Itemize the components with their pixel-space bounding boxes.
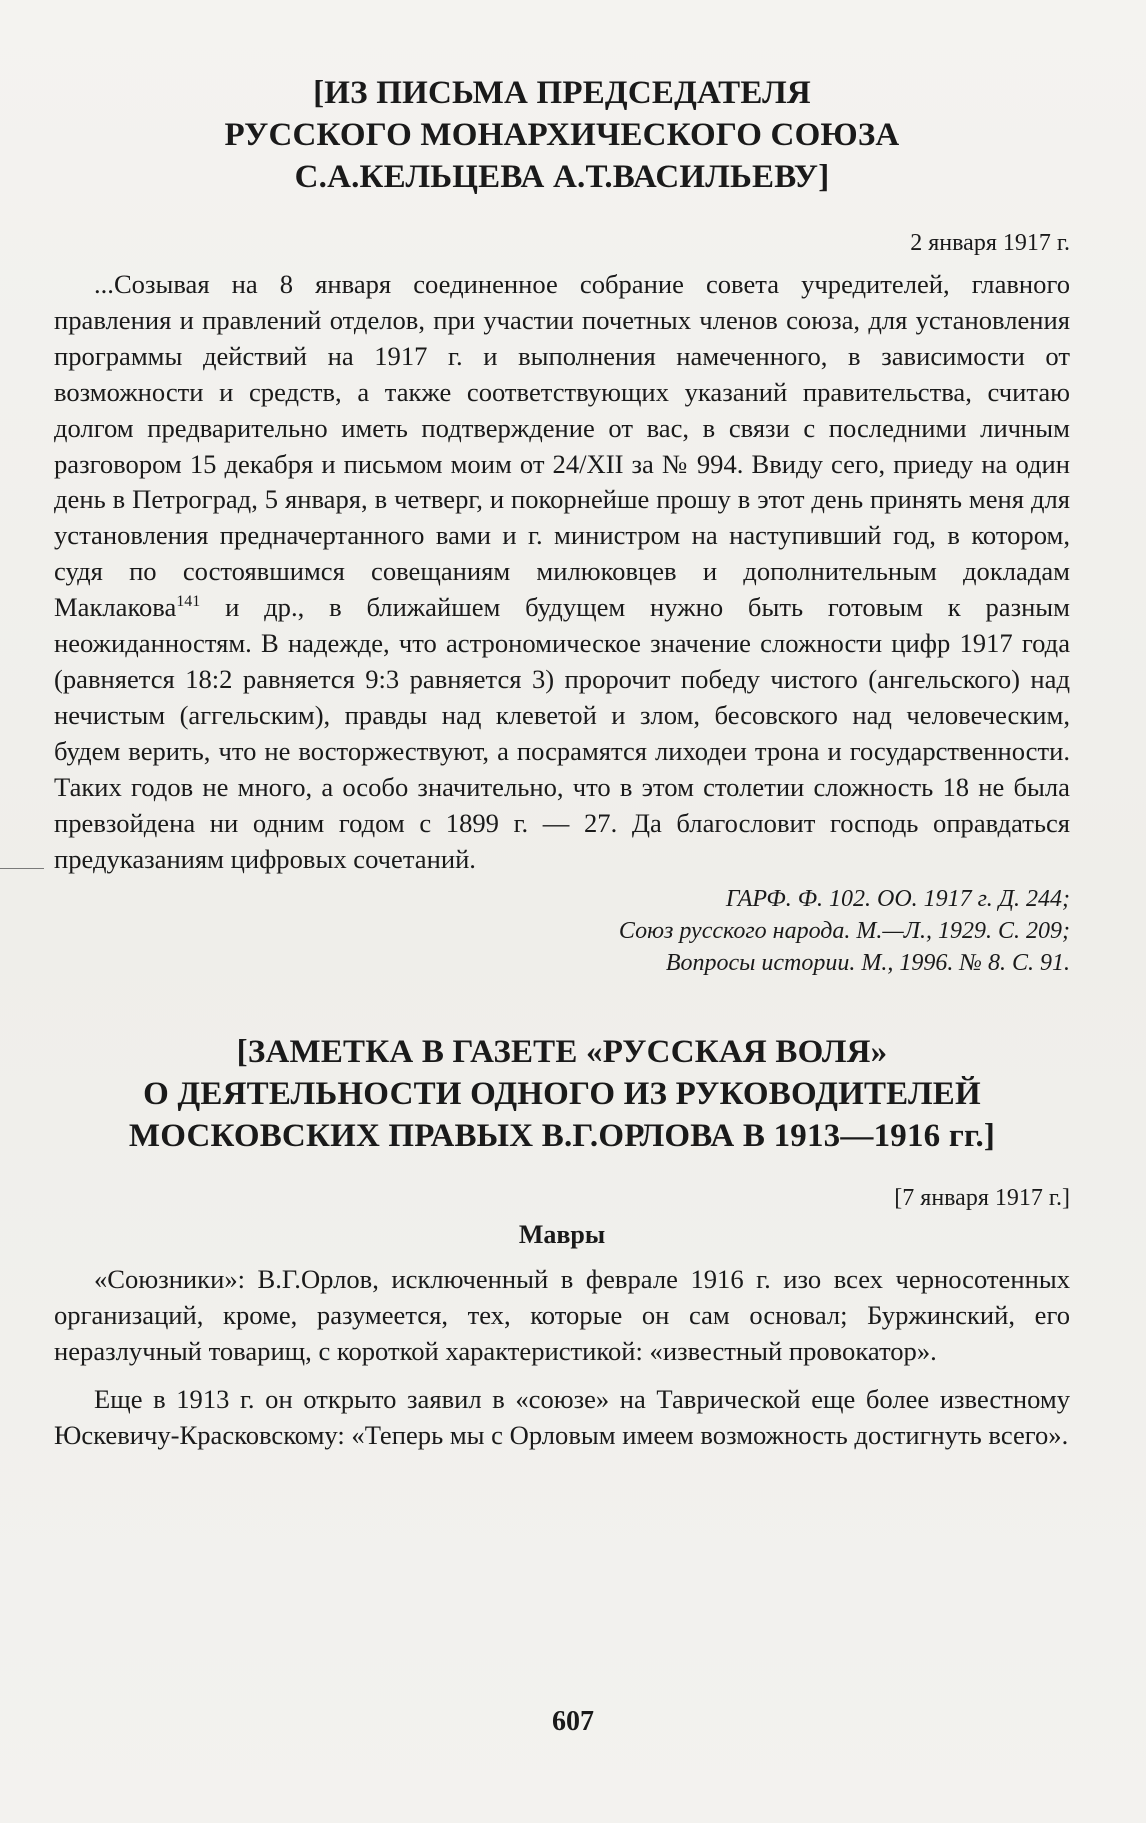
newspaper-section [54, 1031, 1070, 1454]
article-paragraph: Еще в 1913 г. он открыто заявил в «союзе» на Таврической еще более известному Юскевичу-Красковскому: «Теперь мы с Орловым имеем возможность достигнуть всего». [54, 1384, 1070, 1451]
letter-body [54, 267, 1070, 877]
letter-heading-line: [ИЗ ПИСЬМА ПРЕДСЕДАТЕЛЯ [313, 75, 811, 111]
margin-mark [0, 868, 44, 869]
newspaper-date: [7 января 1917 г.] [894, 1185, 1070, 1212]
letter-body-text-continued: и др., в ближайшем будущем нужно быть готовым к разным неожиданностям. В надежде, что астрономическое значение сложности цифр 1917 года (равняется 18:2 равняется 9:3 равняется 3) пророчит победу чистого (ангельского) над нечистым (аггельским), правды над клеветой и злом, бесовского над человеческим, будем верить, что не восторжествуют, а посрамятся лиходеи трона и государственности. Таких годов не много, а особо значительно, что в этом столетии сложность 18 не была превзойдена ни одним годом с 1899 г. — 27. Да благословит господь оправдаться предуказаниям цифровых сочетаний. [54, 592, 1070, 874]
letter-body-text: ...Созывая на 8 января соединенное собрание совета учредителей, главного правления и правлений отделов, при участии почетных членов союза, для установления программы действий на 1917 г. и выполнения намеченного, в зависимости от возможности и средств, а также соответствующих указаний правительства, считаю долгом предварительно иметь подтверждение от вас, в связи с последними личным разговором 15 декабря и письмом моим от 24/XII за № 994. Ввиду сего, приеду на один день в Петроград, 5 января, в четверг, и покорнейше прошу в этот день принять меня для установления предначертанного вами и г. министром на наступивший год, в котором, судя по состоявшимся совещаниям милюковцев и дополнительным докладам Маклакова [54, 269, 1070, 623]
letter-sources [54, 883, 1070, 979]
letter-heading-line: С.А.КЕЛЬЦЕВА А.Т.ВАСИЛЬЕВУ] [294, 159, 830, 195]
newspaper-heading [54, 1031, 1070, 1157]
source-citation: Союз русского народа. М.—Л., 1929. С. 209; [618, 918, 1070, 945]
newspaper-heading-line: МОСКОВСКИХ ПРАВЫХ В.Г.ОРЛОВА В 1913—1916 гг.] [128, 1118, 996, 1155]
page-number: 607 [552, 1706, 594, 1737]
letter-date: 2 января 1917 г. [910, 230, 1070, 256]
newspaper-heading-line: [ЗАМЕТКА В ГАЗЕТЕ «РУССКАЯ ВОЛЯ» [236, 1034, 888, 1071]
article-paragraph: «Союзники»: В.Г.Орлов, исключенный в феврале 1916 г. изо всех черносотенных организаций, кроме, разумеется, тех, которые он сам основал; Буржинский, его неразлучный товарищ, с короткой характеристикой: «известный провокатор». [54, 1264, 1070, 1367]
article-title: Мавры [518, 1220, 606, 1250]
source-citation: ГАРФ. Ф. 102. ОО. 1917 г. Д. 244; [725, 886, 1070, 913]
letter-section [54, 72, 1070, 979]
source-citation: Вопросы истории. М., 1996. № 8. С. 91. [665, 950, 1070, 977]
footnote-ref: 141 [176, 593, 201, 611]
page-content [54, 72, 1070, 1454]
newspaper-heading-line: О ДЕЯТЕЛЬНОСТИ ОДНОГО ИЗ РУКОВОДИТЕЛЕЙ [143, 1076, 981, 1113]
letter-heading-line: РУССКОГО МОНАРХИЧЕСКОГО СОЮЗА [224, 117, 900, 153]
letter-heading [54, 72, 1070, 198]
